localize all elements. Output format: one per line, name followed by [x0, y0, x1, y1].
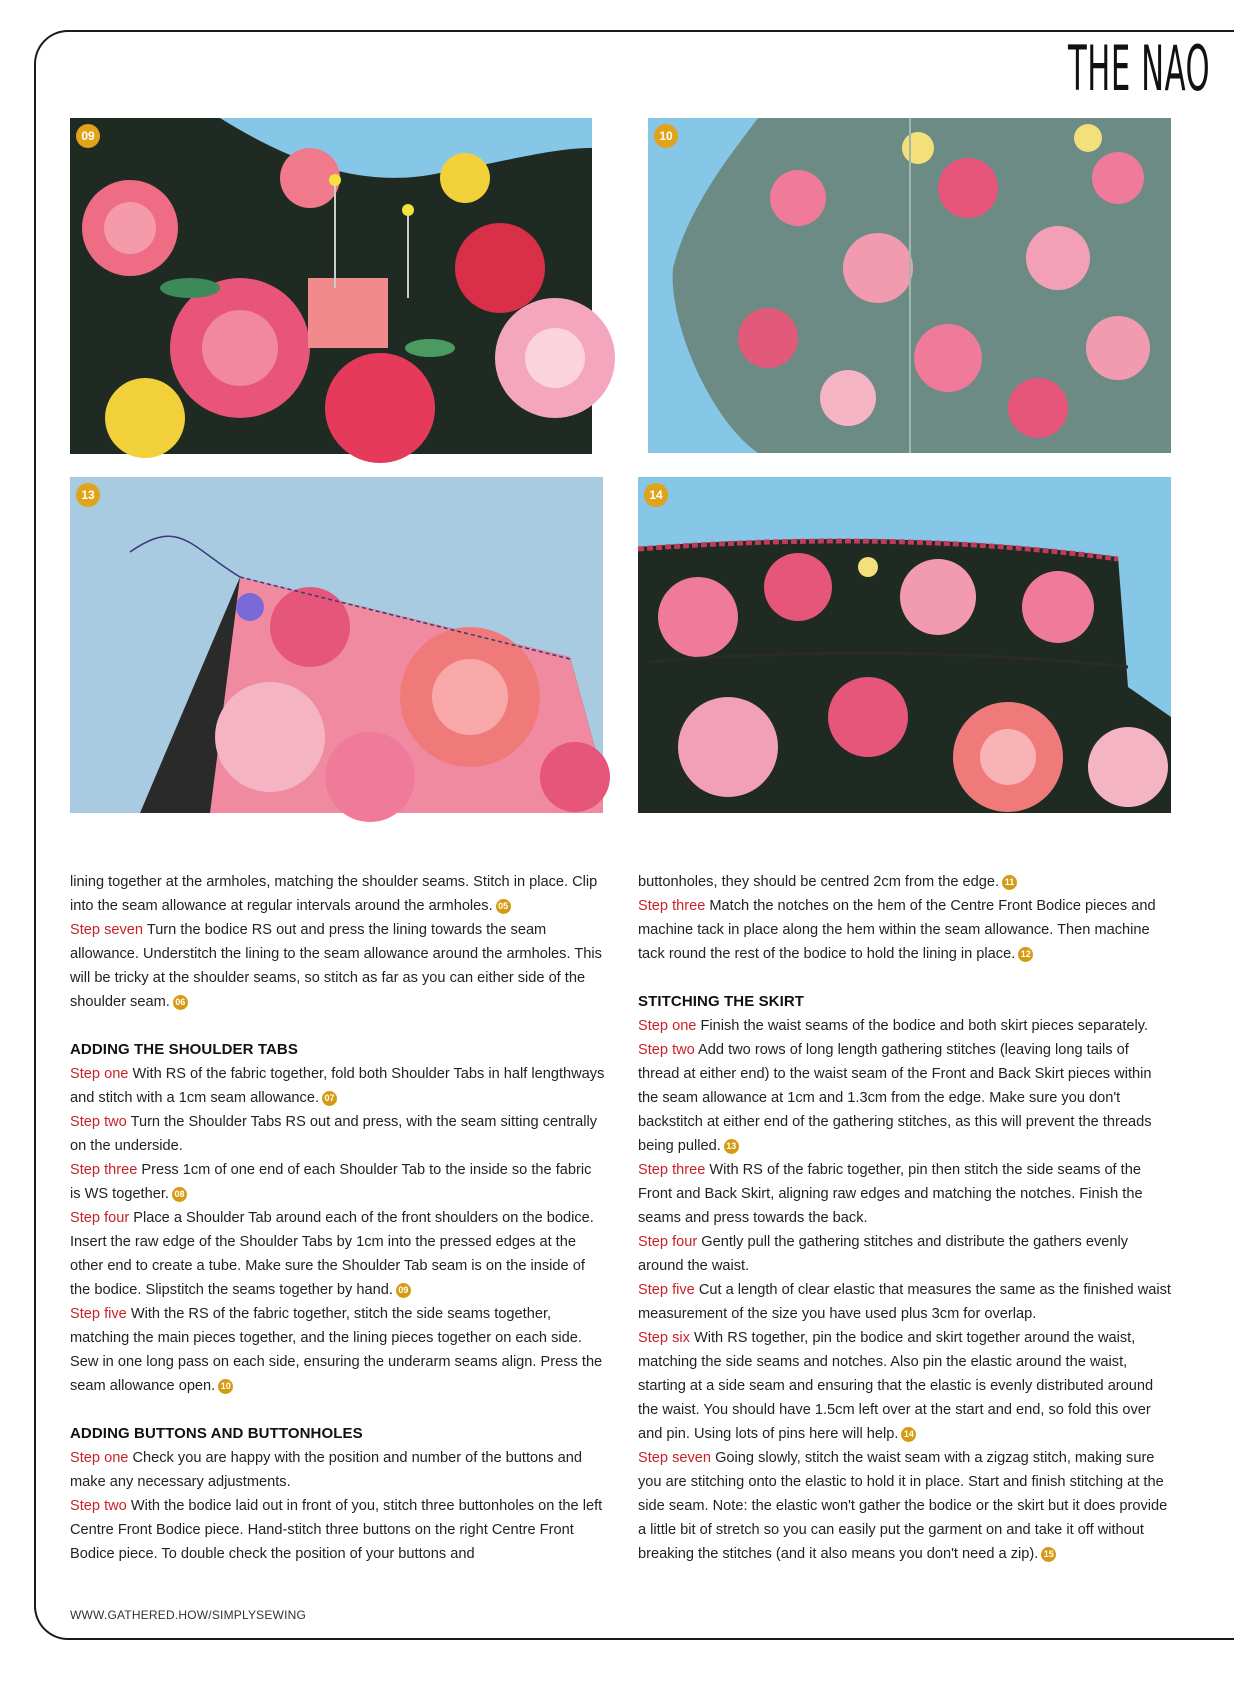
step-label: Step two — [70, 1498, 127, 1514]
body-text: With the bodice laid out in front of you, stitch three buttonholes on the left Centre Front Bodice piece. Hand-stitch three buttons on the right Centre Front Bodice piece. To double check the position of your buttons and — [70, 1498, 603, 1562]
body-text: Finish the waist seams of the bodice and both skirt pieces separately. — [696, 1018, 1148, 1034]
photo-09 — [70, 118, 592, 454]
paragraph — [70, 870, 605, 918]
photo-ref-badge: 15 — [1041, 1547, 1056, 1562]
step-label: Step four — [70, 1210, 130, 1226]
step-label: Step six — [638, 1330, 690, 1346]
floral-fabric-image — [648, 118, 1171, 453]
step-label: Step three — [638, 1162, 706, 1178]
photo-ref-badge: 11 — [1002, 875, 1017, 890]
paragraph — [70, 1062, 605, 1110]
body-text: With RS together, pin the bodice and skirt together around the waist, matching the side seams and notches. Also pin the elastic around the waist, starting at a side seam and ensuring that the elastic is evenly distributed around the waist. You should have 1.5cm left over at the start and end, so fold this over and pin. Using lots of pins here will help. — [638, 1330, 1154, 1442]
photo-number-badge: 10 — [654, 124, 678, 148]
paragraph — [638, 870, 1173, 894]
floral-fabric-image — [638, 477, 1171, 813]
step-label: Step five — [638, 1282, 695, 1298]
body-text: Cut a length of clear elastic that measures the same as the finished waist measurement of the size you have used plus 3cm for overlap. — [638, 1282, 1171, 1322]
paragraph — [70, 918, 605, 1014]
photo-ref-badge: 08 — [172, 1187, 187, 1202]
section-heading: ADDING THE SHOULDER TABS — [70, 1041, 298, 1058]
body-text: Turn the Shoulder Tabs RS out and press, with the seam sitting centrally on the underside. — [70, 1114, 598, 1154]
photo-ref-badge: 12 — [1018, 947, 1033, 962]
paragraph — [70, 1206, 605, 1302]
left-text-column — [70, 870, 605, 1566]
photo-10 — [648, 118, 1171, 453]
body-text: With RS of the fabric together, fold both Shoulder Tabs in half lengthways and stitch with a 1cm seam allowance. — [70, 1066, 605, 1106]
photo-14 — [638, 477, 1171, 813]
section-heading: STITCHING THE SKIRT — [638, 993, 805, 1010]
paragraph — [70, 1446, 605, 1494]
photo-ref-badge: 13 — [724, 1139, 739, 1154]
photo-ref-badge: 09 — [396, 1283, 411, 1298]
paragraph — [638, 1230, 1173, 1278]
photo-number-badge: 09 — [76, 124, 100, 148]
paragraph — [70, 1158, 605, 1206]
body-text: With RS of the fabric together, pin then stitch the side seams of the Front and Back Skirt, aligning raw edges and matching the notches. Finish the seams and press towards the back. — [638, 1162, 1143, 1226]
photo-ref-badge: 05 — [496, 899, 511, 914]
paragraph — [70, 1110, 605, 1158]
paragraph — [70, 1302, 605, 1398]
body-text: Turn the bodice RS out and press the lining towards the seam allowance. Understitch the lining to the seam allowance around the armholes. This will be tricky at the shoulder seams, so stitch as far as you can either side of the shoulder seam. — [70, 922, 602, 1010]
photo-ref-badge: 14 — [901, 1427, 916, 1442]
paragraph — [638, 1278, 1173, 1326]
footer-url[interactable]: WWW.GATHERED.HOW/SIMPLYSEWING — [70, 1608, 307, 1622]
step-label: Step two — [638, 1042, 695, 1058]
step-label: Step four — [638, 1234, 698, 1250]
floral-fabric-image — [70, 118, 592, 454]
body-text: Place a Shoulder Tab around each of the front shoulders on the bodice. Insert the raw edge of the Shoulder Tabs by 1cm into the pressed edges at the other end to create a tube. Make sure the Shoulder Tab seam is on the inside of the bodice. Slipstitch the seams together by hand. — [70, 1210, 594, 1298]
step-label: Step three — [70, 1162, 138, 1178]
paragraph — [70, 1494, 605, 1566]
paragraph — [638, 1326, 1173, 1446]
body-text: Check you are happy with the position and number of the buttons and make any necessary adjustments. — [70, 1450, 582, 1490]
step-label: Step one — [70, 1066, 129, 1082]
body-text: With the RS of the fabric together, stitch the side seams together, matching the main pieces together, and the lining pieces together on each side. Sew in one long pass on each side, ensuring the underarm seams align. Press the seam allowance open. — [70, 1306, 603, 1394]
body-text: Going slowly, stitch the waist seam with a zigzag stitch, making sure you are stitching onto the elastic to hold it in place. Start and finish stitching at the side seam. Note: the elastic won't gather the bodice or the skirt but it does provide a little bit of stretch so you can easily put the garment on and take it off without breaking the stitches (and it also means you don't need a zip). — [638, 1450, 1168, 1562]
body-text: Add two rows of long length gathering stitches (leaving long tails of thread at either end) to the waist seam of the Front and Back Skirt pieces within the seam allowance at 1cm and 1.3cm from the edge. Make sure you don't backstitch at either end of the gathering stitches, as this will prevent the threads being pulled. — [638, 1042, 1152, 1154]
step-label: Step one — [70, 1450, 129, 1466]
body-text: Gently pull the gathering stitches and distribute the gathers evenly around the waist. — [638, 1234, 1129, 1274]
step-label: Step three — [638, 898, 706, 914]
photo-ref-badge: 10 — [218, 1379, 233, 1394]
body-text: Match the notches on the hem of the Centre Front Bodice pieces and machine tack in place along the hem within the seam allowance. Then machine tack round the rest of the bodice to hold the lining in place. — [638, 898, 1156, 962]
step-label: Step seven — [70, 922, 144, 938]
body-text: Press 1cm of one end of each Shoulder Tab to the inside so the fabric is WS together. — [70, 1162, 592, 1202]
body-text: buttonholes, they should be centred 2cm from the edge. — [638, 874, 1000, 890]
photo-ref-badge: 07 — [322, 1091, 337, 1106]
floral-fabric-image — [70, 477, 603, 813]
photo-number-badge: 13 — [76, 483, 100, 507]
right-text-column — [638, 870, 1173, 1566]
step-label: Step two — [70, 1114, 127, 1130]
step-label: Step five — [70, 1306, 127, 1322]
step-label: Step seven — [638, 1450, 712, 1466]
paragraph — [638, 1038, 1173, 1158]
page-title: THE NAO — [1068, 32, 1211, 105]
photo-ref-badge: 06 — [173, 995, 188, 1010]
paragraph — [638, 1446, 1173, 1566]
paragraph — [638, 894, 1173, 966]
section-heading: ADDING BUTTONS AND BUTTONHOLES — [70, 1425, 363, 1442]
paragraph — [638, 1158, 1173, 1230]
body-text: lining together at the armholes, matching the shoulder seams. Stitch in place. Clip into the seam allowance at regular intervals around the armholes. — [70, 874, 598, 914]
step-label: Step one — [638, 1018, 697, 1034]
paragraph — [638, 1014, 1173, 1038]
photo-13 — [70, 477, 603, 813]
photo-number-badge: 14 — [644, 483, 668, 507]
